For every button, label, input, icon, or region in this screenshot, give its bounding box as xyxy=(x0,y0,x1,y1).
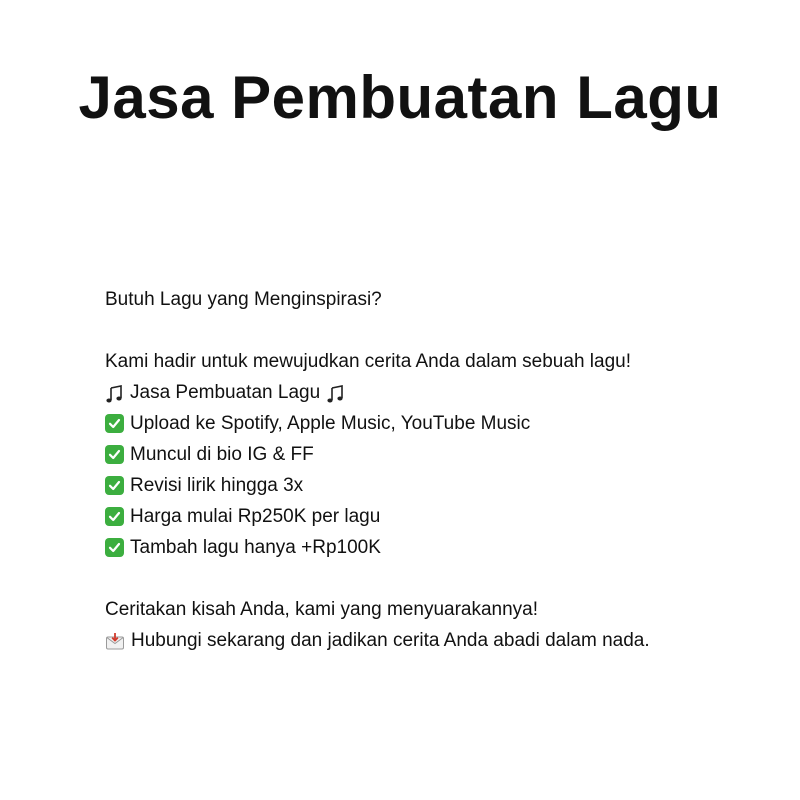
service-heading-line xyxy=(105,377,765,408)
feature-text: Tambah lagu hanya +Rp100K xyxy=(130,537,381,558)
statement-text: Kami hadir untuk mewujudkan cerita Anda dalam sebuah lagu! xyxy=(105,351,631,372)
feature-text: Upload ke Spotify, Apple Music, YouTube Music xyxy=(130,413,531,434)
check-mark-icon xyxy=(105,538,124,557)
page-title: Jasa Pembuatan Lagu xyxy=(78,64,722,131)
feature-text: Muncul di bio IG & FF xyxy=(130,444,314,465)
musical-note-icon xyxy=(105,383,123,403)
service-heading-text: Jasa Pembuatan Lagu xyxy=(130,382,321,403)
musical-note-icon xyxy=(326,383,344,403)
envelope-icon xyxy=(105,631,125,651)
check-mark-icon xyxy=(105,414,124,433)
feature-item xyxy=(105,408,765,439)
intro-line xyxy=(105,284,765,315)
feature-item xyxy=(105,470,765,501)
statement-line xyxy=(105,346,765,377)
feature-text: Revisi lirik hingga 3x xyxy=(130,475,304,496)
check-mark-icon xyxy=(105,507,124,526)
feature-item xyxy=(105,532,765,563)
closing-text: Ceritakan kisah Anda, kami yang menyuarakannya! xyxy=(105,599,539,620)
contact-line xyxy=(105,625,765,656)
closing-line xyxy=(105,594,765,625)
spacer xyxy=(105,315,765,346)
promo-body xyxy=(105,284,765,656)
feature-item xyxy=(105,439,765,470)
feature-item xyxy=(105,501,765,532)
spacer xyxy=(105,563,765,594)
feature-text: Harga mulai Rp250K per lagu xyxy=(130,506,381,527)
contact-text: Hubungi sekarang dan jadikan cerita Anda abadi dalam nada. xyxy=(131,630,650,651)
intro-text: Butuh Lagu yang Menginspirasi? xyxy=(105,289,382,310)
check-mark-icon xyxy=(105,476,124,495)
check-mark-icon xyxy=(105,445,124,464)
